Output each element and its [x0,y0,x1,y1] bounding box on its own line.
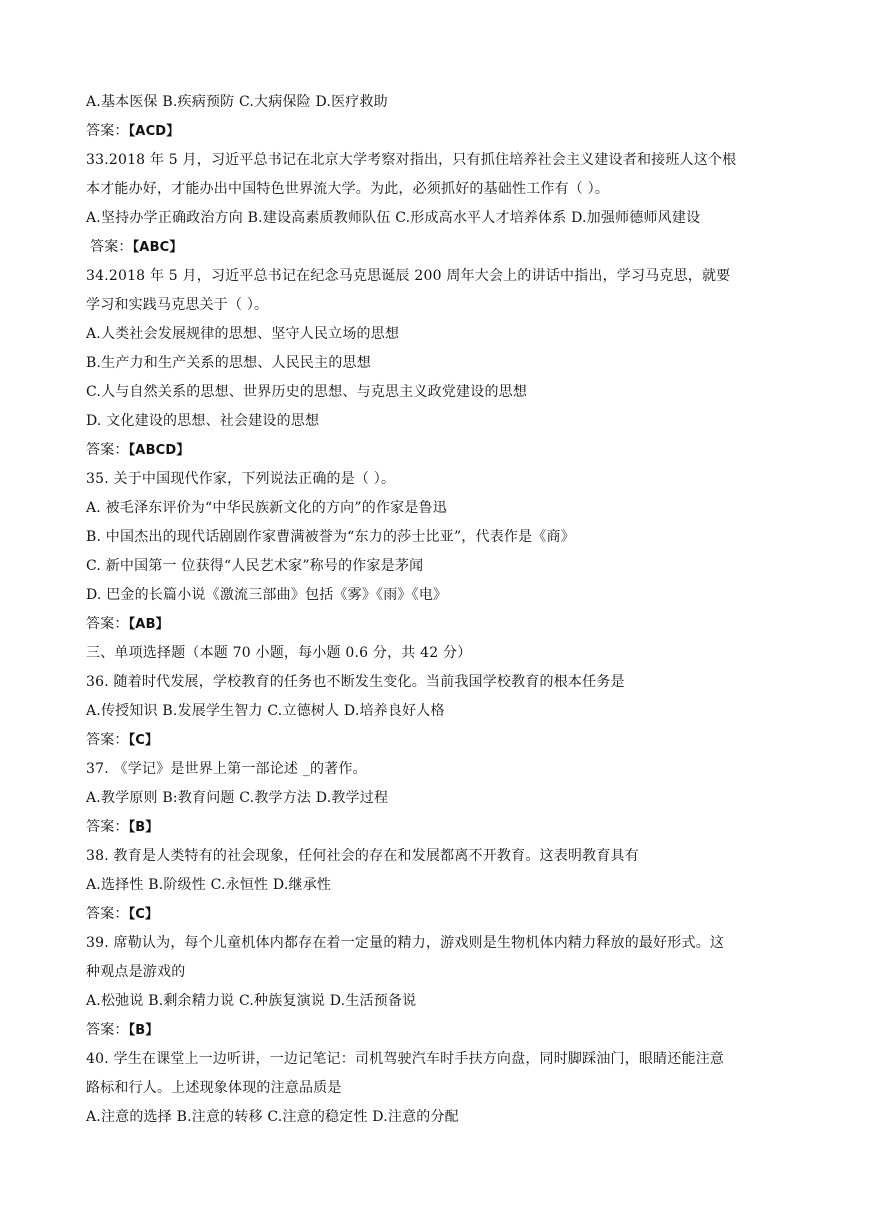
answer-line [86,1016,786,1045]
text-line: D. 巴金的长篇小说《激流三部曲》包括《雾》《雨》《电》 [86,587,448,603]
text-line: 35. 关于中国现代作家，下列说法正确的是（ ）。 [86,471,396,487]
answer-label: 答案： [86,1022,129,1038]
text-line: 种观点是游戏的 [86,964,186,980]
answer-line [86,610,786,639]
answer-value: 【ABCD】 [128,443,190,458]
text-line: D. 文化建设的思想、社会建设的思想 [86,413,320,429]
answer-line [86,813,786,842]
answer-value: 【AB】 [128,617,169,632]
text-line: A.注意的选择 B.注意的转移 C.注意的稳定性 D.注意的分配 [86,1109,459,1125]
answer-label: 答案： [86,123,129,139]
answer-line [86,233,786,262]
answer-label: 答案： [86,819,129,835]
text-line: A.基本医保 B.疾病预防 C.大病保险 D.医疗救助 [86,94,388,110]
text-line: 33.2018 年 5 月，习近平总书记在北京大学考察对指出，只有抓住培养社会主义建设者和接班人这个根 [86,152,737,168]
answer-value: 【C】 [128,907,159,922]
answer-line [86,900,786,929]
answer-value: 【ACD】 [128,124,180,139]
answer-label: 答案： [90,239,133,255]
text-line: 40. 学生在课堂上一边听讲，一边记笔记：司机驾驶汽车时手扶方向盘，同时脚踩油门，眼睛还能注意 [86,1051,725,1067]
text-line: A.坚持办学正确政治方向 B.建设高素质教师队伍 C.形成高水平人才培养体系 D.加强师德师风建设 [86,210,701,226]
text-line: A.选择性 B.阶级性 C.永恒性 D.继承性 [86,877,332,893]
text-line: B.生产力和生产关系的思想、人民民主的思想 [86,355,371,371]
text-line: B. 中国杰出的现代话剧剧作家曹满被誉为“东力的莎士比亚”，代表作是《商》 [86,529,575,545]
text-line: 36. 随着时代发展，学校教育的任务也不断发生变化。当前我国学校教育的根本任务是 [86,674,625,690]
text-line: 39. 席勒认为，每个儿童机体内都存在着一定量的精力，游戏则是生物机体内精力释放的最好形式。这 [86,935,725,951]
text-line: 本才能办好，才能办出中国特色世界流大学。为此，必须抓好的基础性工作有（ ）。 [86,181,610,197]
text-line: 37. 《学记》是世界上第一部论述 _的著作。 [86,761,367,777]
text-line: A. 被毛泽东评价为“中华民族新文化的方向”的作家是鲁迅 [86,500,447,516]
document-page [86,88,786,1132]
text-line: A.传授知识 B.发展学生智力 C.立德树人 D.培养良好人格 [86,703,445,719]
answer-value: 【ABC】 [132,240,183,255]
text-line: 38. 教育是人类特有的社会现象，任何社会的存在和发展都离不开教育。这表明教育具有 [86,848,639,864]
text-line: C.人与自然关系的思想、世界历史的思想、与克思主义政党建设的思想 [86,384,528,400]
answer-line [86,726,786,755]
text-line: 路标和行人。上述现象体现的注意品质是 [86,1080,342,1096]
text-line: A.人类社会发展规律的思想、坚守人民立场的思想 [86,326,400,342]
answer-value: 【B】 [128,820,159,835]
text-line: C. 新中国第一 位获得“人民艺术家”称号的作家是茅闻 [86,558,424,574]
answer-line [86,117,786,146]
answer-line [86,436,786,465]
answer-label: 答案： [86,616,129,632]
text-line: 34.2018 年 5 月，习近平总书记在纪念马克思诞辰 200 周年大会上的讲话中指出，学习马克思，就要 [86,268,731,284]
answer-label: 答案： [86,906,129,922]
answer-value: 【C】 [128,733,159,748]
answer-label: 答案： [86,442,129,458]
text-line: A.松弛说 B.剩余精力说 C.种族复演说 D.生活预备说 [86,993,417,1009]
text-line: 三、单项选择题（本题 70 小题，每小题 0.6 分，共 42 分） [86,645,472,661]
answer-value: 【B】 [128,1023,159,1038]
answer-label: 答案： [86,732,129,748]
text-line: A.教学原则 B:教育问题 C.教学方法 D.教学过程 [86,790,389,806]
text-line: 学习和实践马克思关于（ ）。 [86,297,269,313]
